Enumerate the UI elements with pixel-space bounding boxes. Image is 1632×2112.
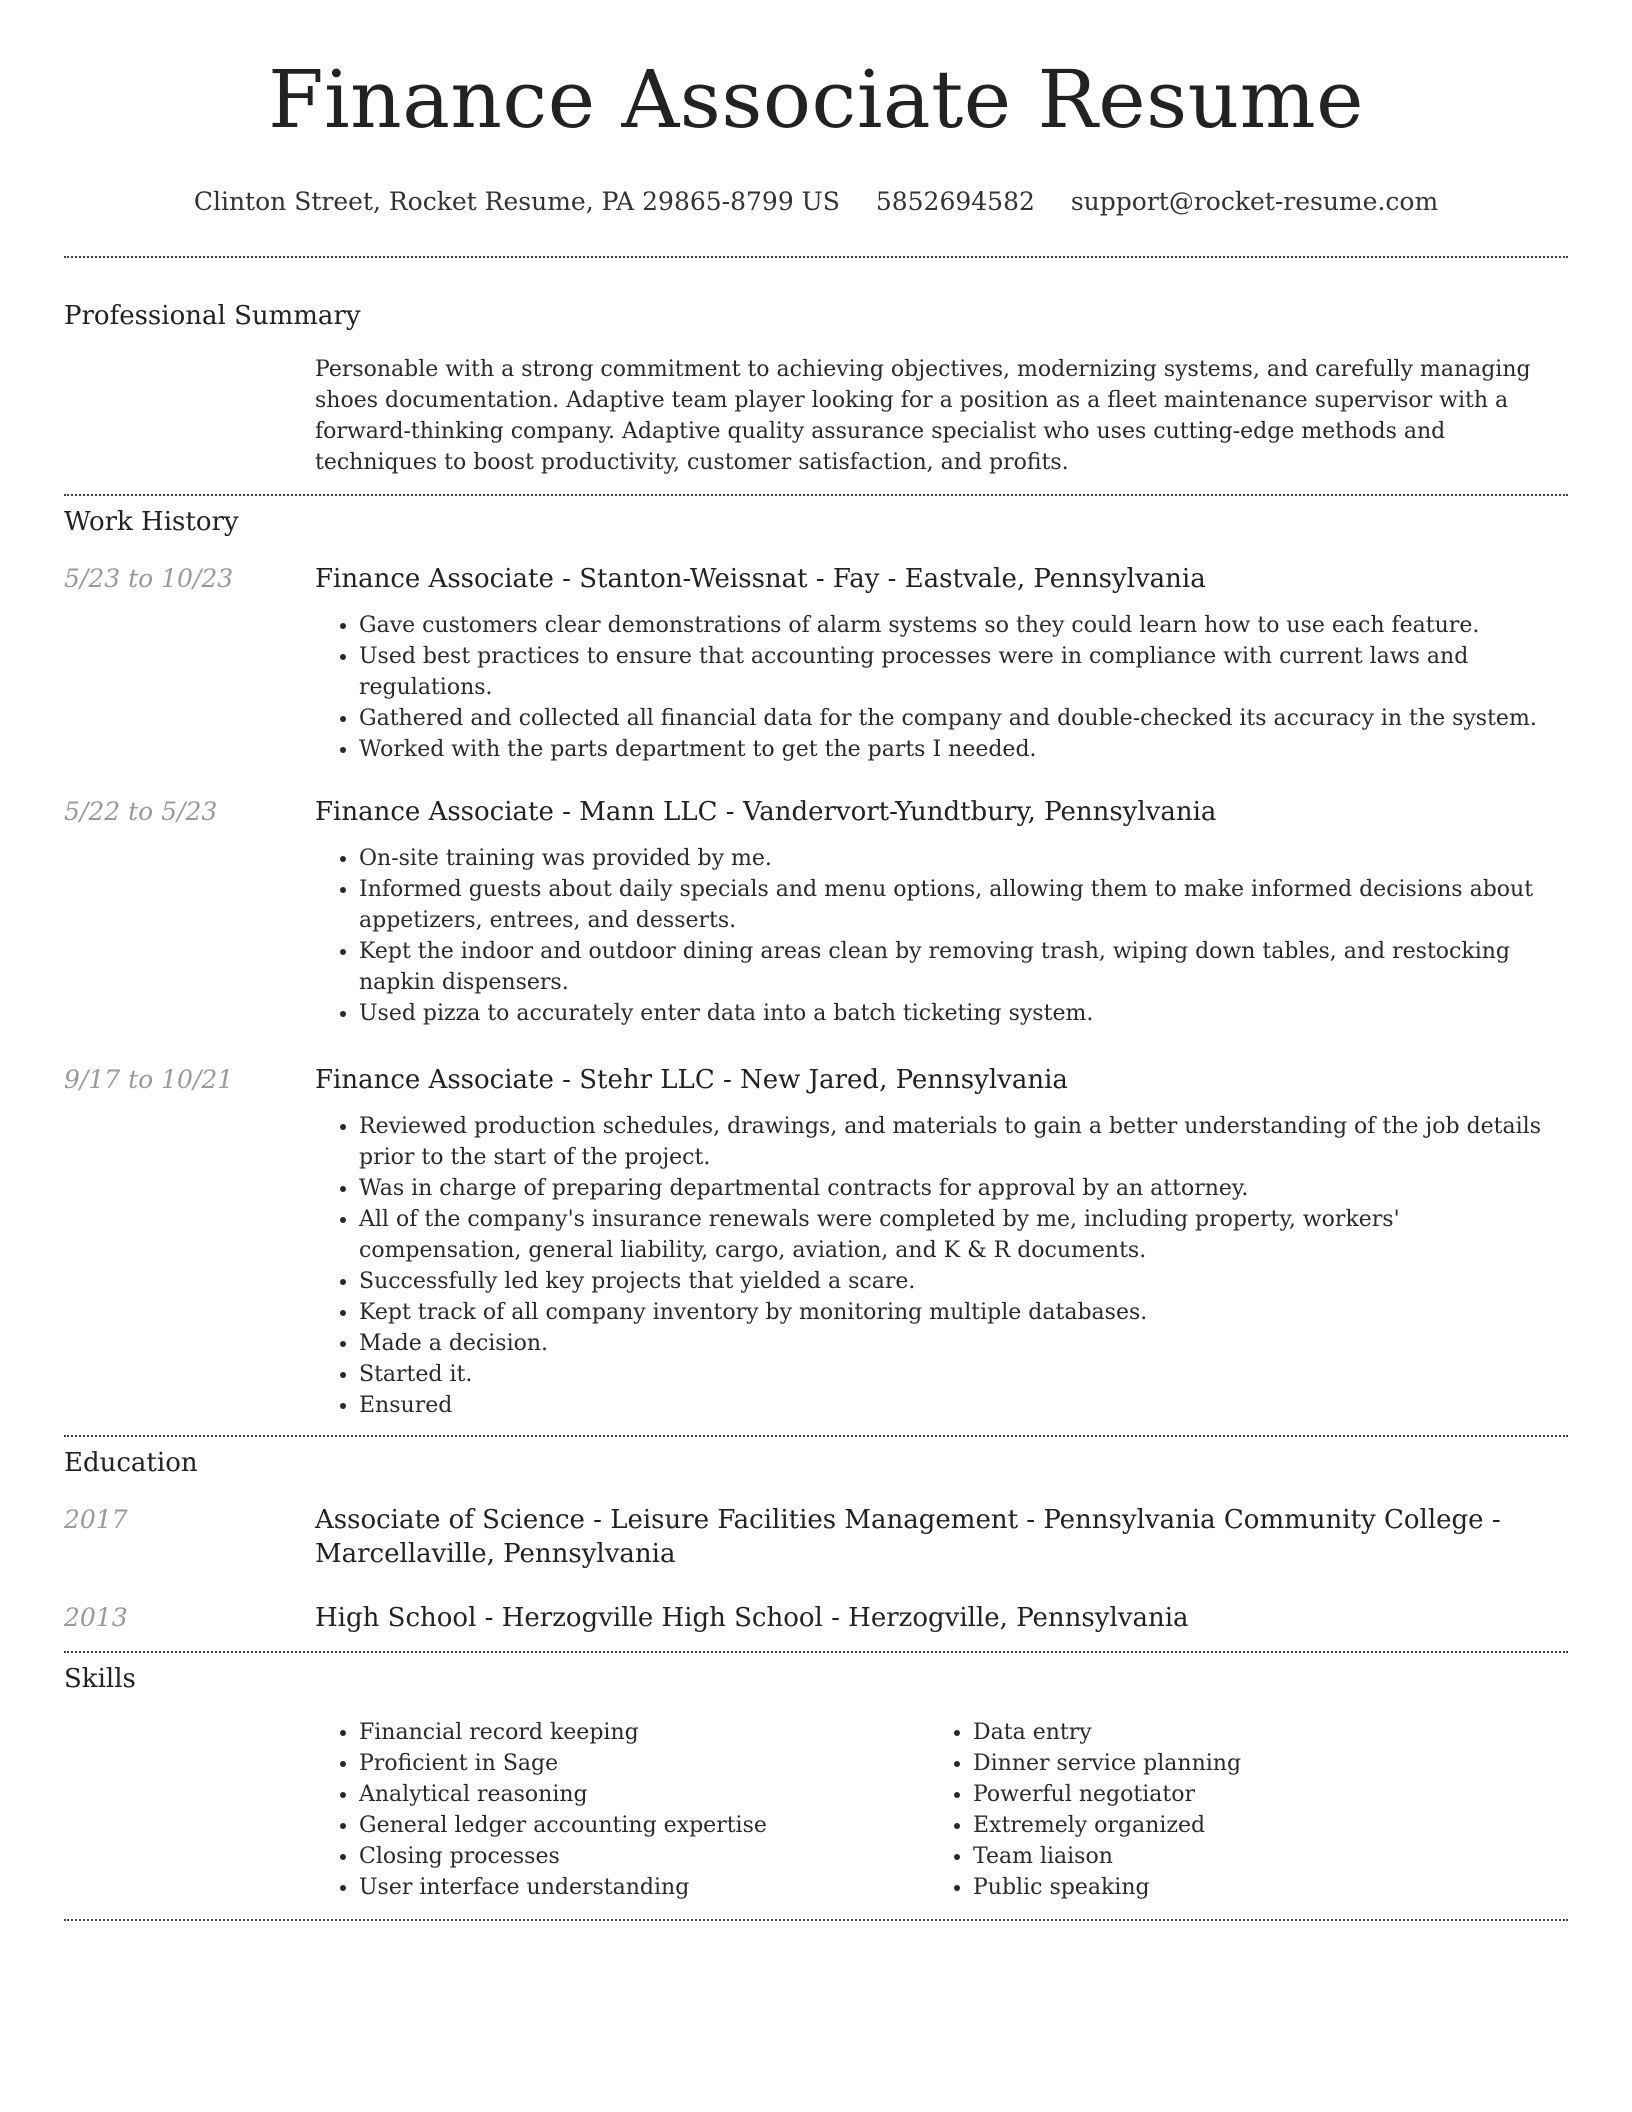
summary-section [64,258,1568,478]
list-item: • Used best practices to ensure that accounting processes were in compliance with current laws and regulations. [359,641,1568,703]
job-bullets [315,843,1568,1029]
list-item: • Kept the indoor and outdoor dining areas clean by removing trash, wiping down tables, and restocking napkin dispensers. [359,936,1568,998]
skill-item: • Proficient in Sage [359,1748,929,1779]
education-year: 2013 [64,1603,128,1632]
list-item: • Informed guests about daily specials and menu options, allowing them to make informed decisions about appetizers, entrees, and desserts. [359,874,1568,936]
list-item: • Made a decision. [359,1328,1568,1359]
summary-text: Personable with a strong commitment to achieving objectives, modernizing systems, and carefully managing shoes documentation. Adaptive team player looking for a position as a fleet maintenance supervisor with a forward-thinking company. Adaptive quality assurance specialist who uses cutting-edge methods and techniques to boost productivity, customer satisfaction, and profits. [315,357,1531,475]
section-title-summary: Professional Summary [64,301,361,331]
resume-title: Finance Associate Resume [268,53,1364,146]
list-item: • On-site training was provided by me. [359,843,1568,874]
education-heading [315,1503,1568,1571]
list-item: • Kept track of all company inventory by monitoring multiple databases. [359,1297,1568,1328]
skills-column-left [315,1717,929,1903]
skill-item: • Closing processes [359,1841,929,1872]
skill-item: • Public speaking [973,1872,1543,1903]
contact-line [64,186,1568,218]
education-heading [315,1601,1568,1635]
education-details: - Herzogville High School - Herzogville, Pennsylvania [476,1603,1189,1633]
job-dates: 5/23 to 10/23 [64,564,234,593]
education-details: - Pennsylvania Community College - Marcellaville, Pennsylvania [315,1505,1501,1569]
list-item: • All of the company's insurance renewals were completed by me, including property, workers' compensation, general liability, cargo, aviation, and K & R documents. [359,1204,1568,1266]
list-item: • Was in charge of preparing departmental contracts for approval by an attorney. [359,1173,1568,1204]
job-entry [64,795,1568,1029]
skill-item: • Dinner service planning [973,1748,1543,1779]
job-bullets [315,610,1568,765]
list-item: • Worked with the parts department to get the parts I needed. [359,734,1568,765]
list-item: • Gathered and collected all financial data for the company and double-checked its accuracy in the system. [359,703,1568,734]
list-item: • Started it. [359,1359,1568,1390]
skill-item: • Financial record keeping [359,1717,929,1748]
contact-email: support@rocket-resume.com [1070,187,1439,216]
skills-column-right [929,1717,1543,1903]
list-item: • Gave customers clear demonstrations of alarm systems so they could learn how to use each feature. [359,610,1568,641]
list-item: • Reviewed production schedules, drawings, and materials to gain a better understanding of the job details prior to the start of the project. [359,1111,1568,1173]
contact-address: Clinton Street, Rocket Resume, PA 29865-8799 US [193,187,840,216]
list-item: • Successfully led key projects that yielded a scare. [359,1266,1568,1297]
job-entry [64,1063,1568,1421]
skill-item: • Powerful negotiator [973,1779,1543,1810]
job-dates: 5/22 to 5/23 [64,797,218,826]
list-item: • Ensured [359,1390,1568,1421]
contact-phone: 5852694582 [875,187,1035,216]
skill-item: • Data entry [973,1717,1543,1748]
job-heading: Finance Associate - Stehr LLC - New Jared, Pennsylvania [315,1065,1068,1095]
section-title-work-history: Work History [64,507,239,537]
skill-item: • User interface understanding [359,1872,929,1903]
skills-section [64,1653,1568,1903]
education-year: 2017 [64,1505,128,1534]
education-section [64,1437,1568,1635]
work-history-section [64,496,1568,1421]
job-heading: Finance Associate - Mann LLC - Vandervort-Yundtbury, Pennsylvania [315,797,1217,827]
job-bullets [315,1111,1568,1421]
section-title-skills: Skills [64,1664,136,1694]
job-dates: 9/17 to 10/21 [64,1065,234,1094]
skill-item: • Extremely organized [973,1810,1543,1841]
skill-item: • General ledger accounting expertise [359,1810,929,1841]
section-title-education: Education [64,1448,198,1478]
skill-item: • Team liaison [973,1841,1543,1872]
job-heading: Finance Associate - Stanton-Weissnat - Fay - Eastvale, Pennsylvania [315,564,1206,594]
education-degree: High School [315,1603,477,1633]
job-entry [64,562,1568,765]
skill-item: • Analytical reasoning [359,1779,929,1810]
divider [64,1919,1568,1921]
education-degree: Associate of Science - Leisure Facilities Management [315,1505,1019,1535]
education-entry [64,1601,1568,1635]
list-item: • Used pizza to accurately enter data into a batch ticketing system. [359,998,1568,1029]
education-entry [64,1503,1568,1571]
